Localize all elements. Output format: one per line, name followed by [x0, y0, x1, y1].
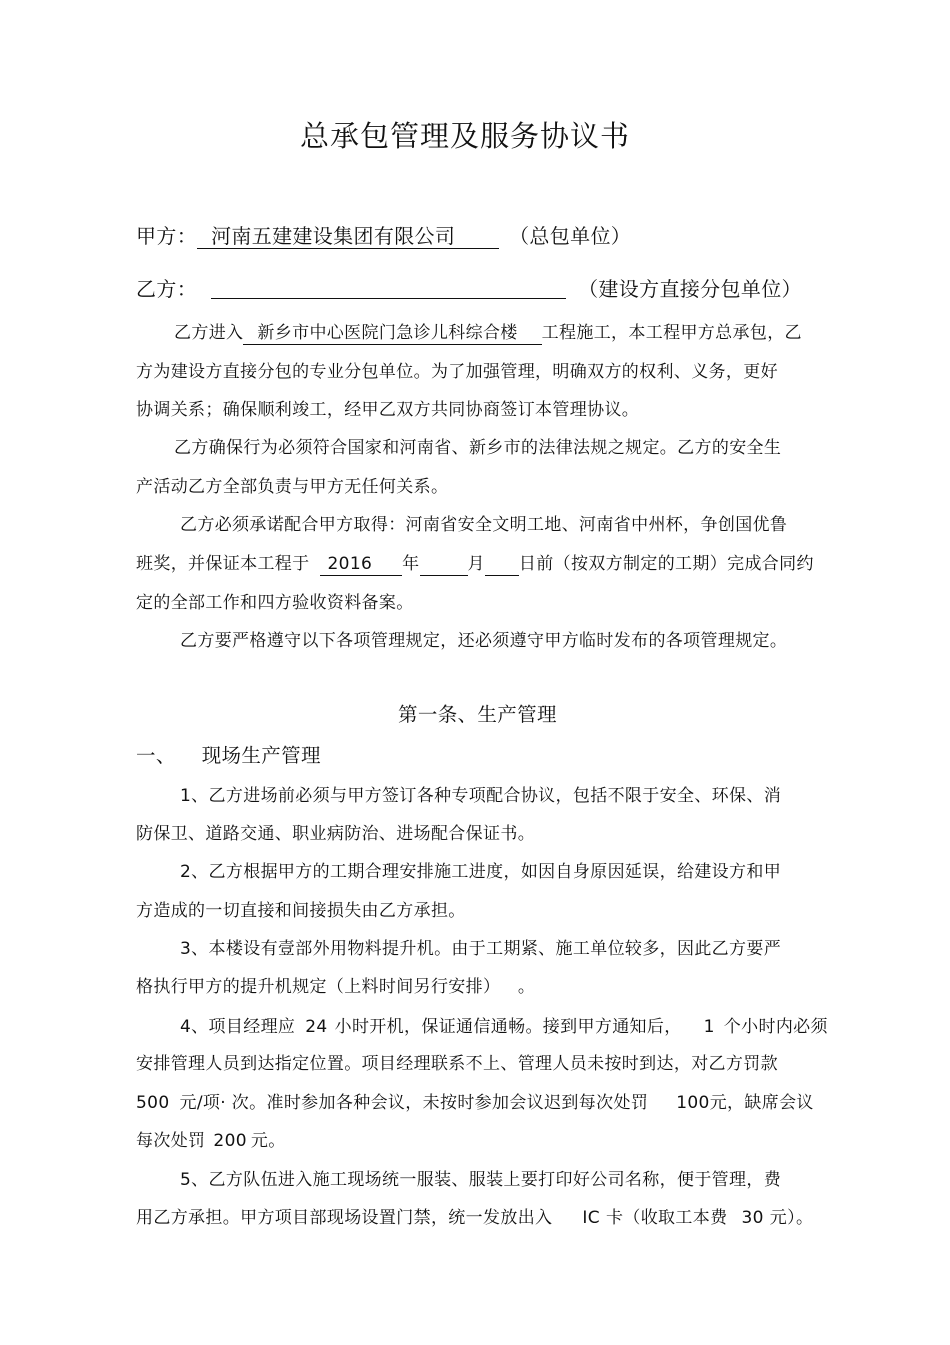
section1-title: 现场生产管理	[201, 744, 321, 767]
item4-line2: 安排管理人员到达指定位置。项目经理联系不上、管理人员未按时到达，对乙方罚款	[136, 1054, 778, 1074]
intro-p4: 乙方要严格遵守以下各项管理规定，还必须遵守甲方临时发布的各项管理规定。	[180, 631, 788, 651]
item2-line2: 方造成的一切直接和间接损失由乙方承担。	[136, 901, 466, 921]
intro-p1-line2: 方为建设方直接分包的专业分包单位。为了加强管理，明确双方的权利、义务，更好	[136, 362, 778, 382]
party-a-role: （总包单位）	[509, 224, 632, 248]
intro-p3-line2: 班奖，并保证本工程于 2016 年 月 日前（按双方制定的工期）完成合同约	[136, 554, 814, 574]
item4-line3: 500 元/项· 次。准时参加各种会议，未按时参加会议迟到每次处罚 100元，缺席会议	[136, 1093, 814, 1113]
party-a-name: 河南五建建设集团有限公司	[197, 226, 499, 249]
intro-p3-line3: 定的全部工作和四方验收资料备案。	[136, 593, 414, 613]
party-a-label: 甲方：	[136, 224, 198, 248]
item5-line2: 用乙方承担。甲方项目部现场设置门禁，统一发放出入 IC 卡（收取工本费 30 元）。	[136, 1208, 814, 1228]
item4-line4: 每次处罚 200 元。	[136, 1131, 286, 1151]
intro-p3-line1: 乙方必须承诺配合甲方取得：河南省安全文明工地、河南省中州杯，争创国优鲁	[180, 515, 788, 535]
item3-line1: 3、本楼设有壹部外用物料提升机。由于工期紧、施工单位较多，因此乙方要严	[180, 939, 782, 959]
intro-p1-line3: 协调关系；确保顺利竣工，经甲乙双方共同协商签订本管理协议。	[136, 400, 640, 420]
intro-p2-line1: 乙方确保行为必须符合国家和河南省、新乡市的法律法规之规定。乙方的安全生	[174, 438, 782, 458]
party-b-name-blank	[211, 276, 566, 299]
party-b-role: （建设方直接分包单位）	[578, 277, 802, 301]
article1-title: 第一条、生产管理	[398, 703, 557, 726]
party-a-line	[136, 226, 631, 249]
item1-line1: 1、乙方进场前必须与甲方签订各种专项配合协议，包括不限于安全、环保、消	[180, 786, 782, 806]
item2-line1: 2、乙方根据甲方的工期合理安排施工进度，如因自身原因延误，给建设方和甲	[180, 862, 782, 882]
intro-p1-line1: 乙方进入 新乡市中心医院门急诊儿科综合楼 工程施工，本工程甲方总承包，乙	[174, 323, 802, 343]
section1-number: 一、	[136, 744, 176, 767]
item4-line1: 4、项目经理应 24 小时开机，保证通信通畅。接到甲方通知后， 1 个小时内必须	[180, 1017, 828, 1037]
item3-line2: 格执行甲方的提升机规定（上料时间另行安排） 。	[136, 977, 536, 997]
deadline-year: 2016	[320, 556, 403, 576]
section1-heading	[136, 746, 321, 766]
deadline-day-blank	[485, 559, 519, 576]
party-b-line	[136, 276, 802, 299]
deadline-month-blank	[420, 559, 468, 576]
project-name: 新乡市中心医院门急诊儿科综合楼	[243, 325, 541, 345]
item5-line1: 5、乙方队伍进入施工现场统一服装、服装上要打印好公司名称，便于管理，费	[180, 1170, 782, 1190]
document-title: 总承包管理及服务协议书	[300, 119, 631, 153]
item1-line2: 防保卫、道路交通、职业病防治、进场配合保证书。	[136, 824, 536, 844]
party-b-label: 乙方：	[136, 277, 198, 301]
intro-p2-line2: 产活动乙方全部负责与甲方无任何关系。	[136, 477, 449, 497]
